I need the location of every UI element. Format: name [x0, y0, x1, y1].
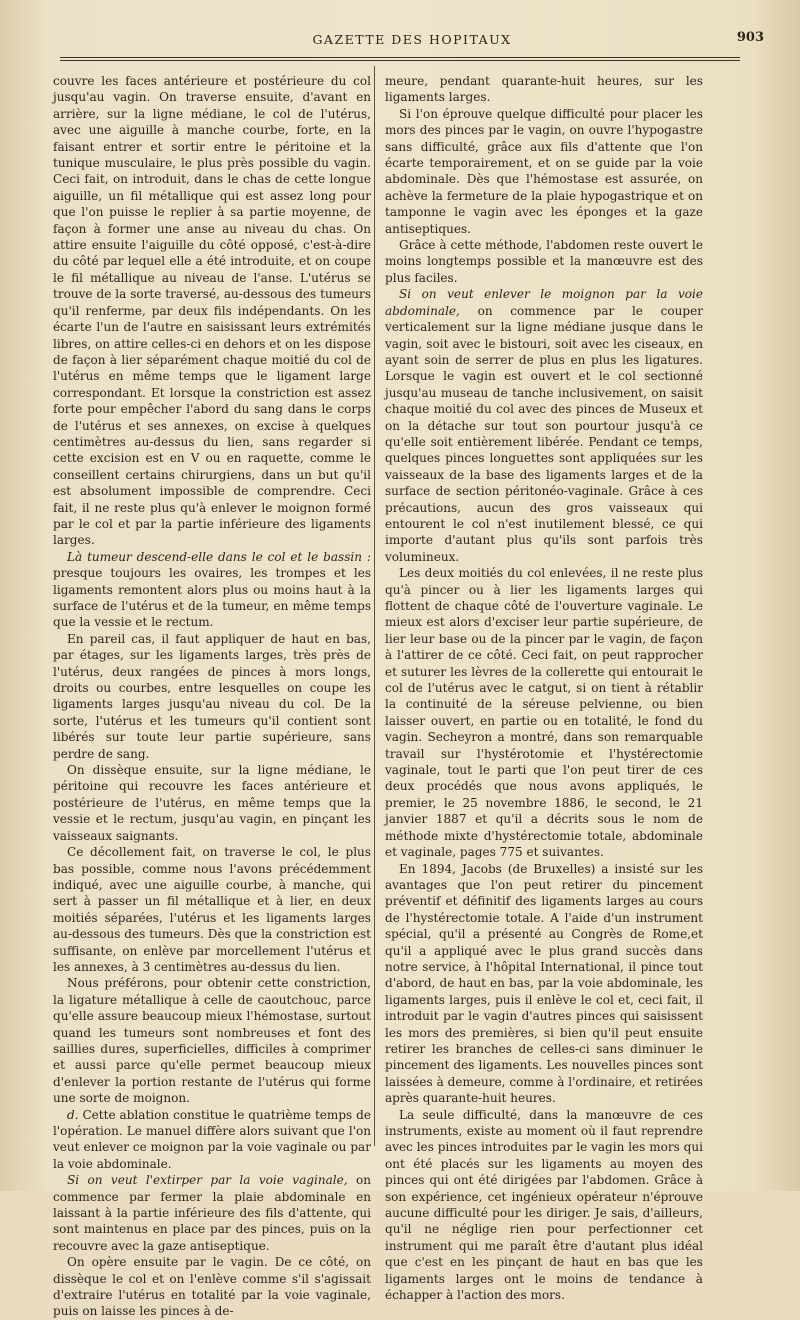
paragraph-text: En pareil cas, il faut appliquer de haut en bas, par étages, sur les ligaments larges, très près de l'utérus, deux rangées de pinces à mors longs, droits ou courbes, entre lesquelles on coupe les ligaments larges jusqu'au niveau du col. De la sorte, l'utérus et les tumeurs qu'il contient sont libérés sur toute leur partie supérieure, sans perdre de sang. — [53, 631, 371, 761]
paragraph — [385, 286, 703, 565]
paragraph — [385, 565, 703, 860]
paragraph-text: En 1894, Jacobs (de Bruxelles) a insisté sur les avantages que l'on peut retirer du pincement préventif et définitif des ligaments larges au cours de l'hystérectomie totale. A l'aide d'un instrument spécial, qu'il a présenté au Congrès de Rome,et qu'il a appliqué avec le plus grand succès dans notre service, à l'hôpital International, il pince tout d'abord, de haut en bas, par la voie abdominale, les ligaments larges, puis il enlève le col et, ceci fait, il introduit par le vagin d'autres pinces qui saisissent les mors des premières, si bien qu'il peut ensuite retirer les branches de celles-ci sans diminuer le pincement des ligaments. Les nouvelles pinces sont laissées à demeure, comme à l'ordinaire, et retirées après quarante-huit heures. — [385, 861, 703, 1106]
paragraph-text: on commence par le couper verticalement sur la ligne médiane jusque dans le vagin, soit avec le bistouri, soit avec les ciseaux, en ayant soin de serrer de plus en plus les ligatures. Lorsque le vagin est ouvert et le col sectionné jusqu'au museau de tanche inclusivement, on saisit chaque moitié du col avec des pinces de Museux et on la détache sur tout son pourtour jusqu'à ce qu'elle soit entièrement libérée. Pendant ce temps, quelques pinces longuettes sont appliquées sur les vaisseaux de la base des ligaments larges et de la surface de section péritonéo-vaginale. Grâce à ces précautions, aucun des gros vaisseaux qui entourent le col n'est inutilement blessé, ce qui importe d'autant plus qu'ils sont parfois très volumineux. — [385, 303, 703, 564]
paragraph — [53, 844, 371, 975]
paragraph-lead: Là tumeur descend-elle dans le col et le bassin : — [67, 549, 371, 564]
paragraph — [53, 762, 371, 844]
header-rule — [60, 60, 740, 61]
paragraph-text: meure, pendant quarante-huit heures, sur les ligaments larges. — [385, 74, 703, 105]
column-divider — [374, 66, 375, 1146]
paragraph-text: couvre les faces antérieure et postérieure du col jusqu'au vagin. On traverse ensuite, d'avant en arrière, sur la ligne médiane, le col de l'utérus, avec une aiguille à manche courbe, forte, en la faisant entrer et sortir entre le péritoine et la tunique musculaire, le plus près possible du vagin. Ceci fait, on introduit, dans le chas de cette longue aiguille, un fil métallique qui est assez long pour que l'on puisse le replier à sa partie moyenne, de façon à former une anse au niveau du chas. On attire ensuite l'aiguille du côté opposé, c'est-à-dire du côté par lequel elle a été introduite, et on coupe le fil métallique au niveau de l'anse. L'utérus se trouve de la sorte traversé, au-dessous des tumeurs qu'il renferme, par deux fils indépendants. On les écarte l'un de l'autre en saisissant leurs extrémités libres, on attire celles-ci en dehors et on les dispose de façon à lier séparément chaque moitié du col de l'utérus en même temps que le ligament large correspondant. Et lorsque la constriction est assez forte pour empêcher l'abord du sang dans le corps de l'utérus et ses annexes, on excise à quelques centimètres au-dessus du lien, sans regarder si cette excision est en V ou en raquette, comme le conseillent certains chirurgiens, dans un but qu'il est absolument impossible de comprendre. Ceci fait, il ne reste plus qu'à enlever le moignon formé par le col et par la partie inférieure des ligaments larges. — [53, 74, 371, 548]
paragraph — [385, 237, 703, 286]
paragraph — [53, 1107, 371, 1173]
paragraph — [385, 1107, 703, 1304]
paragraph-text: presque toujours les ovaires, les trompes et les ligaments remontent alors plus ou moins haut à la surface de l'utérus et de la tumeur, en même temps que la vessie et le rectum. — [53, 566, 371, 630]
paragraph-text: Les deux moitiés du col enlevées, il ne reste plus qu'à pincer ou à lier les ligaments larges qui flottent de chaque côté de l'ouverture vaginale. Le mieux est alors d'exciser leur partie supérieure, de lier leur base ou de la pincer par le vagin, de façon à l'attirer de ce côté. Ceci fait, on peut rapprocher et suturer les lèvres de la collerette qui entourait le col de l'utérus avec le catgut, si on tient à rétablir la continuité de la séreuse pelvienne, ou bien laisser ouvert, en partie ou en totalité, le fond du vagin. Secheyron a montré, dans son remarquable travail sur l'hystérotomie et l'hystérectomie vaginale, tout le parti que l'on peut tirer de ces deux procédés que nous avons appliqués, le premier, le 25 novembre 1886, le second, le 21 janvier 1887 et qu'il a décrits sous le nom de méthode mixte d'hystérectomie totale, abdominale et vaginale, pages 775 et suivantes. — [385, 566, 703, 860]
paragraph — [385, 861, 703, 1107]
paragraph-text: La seule difficulté, dans la manœuvre de ces instruments, existe au moment où il faut reprendre avec les pinces introduites par le vagin les mors qui ont été placés sur les ligaments au moyen des pinces qui ont été dirigées par l'abdomen. Grâce à son expérience, cet ingénieux opérateur n'éprouve aucune difficulté pour les diriger. Je sais, d'ailleurs, qu'il ne néglige rien pour perfectionner cet instrument qui me paraît être d'autant plus idéal que c'est en les pinçant de haut en bas que les ligaments larges ont le moins de tendance à échapper à l'action des mors. — [385, 1107, 703, 1303]
publication-title: GAZETTE DES HOPITAUX — [312, 32, 512, 47]
page-number: 903 — [736, 30, 764, 45]
paragraph-text: Nous préférons, pour obtenir cette constriction, la ligature métallique à celle de caoutchouc, parce qu'elle assure beaucoup mieux l'hémostase, surtout quand les tumeurs sont nombreuses et font des saillies dures, superficielles, difficiles à comprimer et aussi parce qu'elle permet beaucoup mieux d'enlever la portion restante de l'utérus qui forme une sorte de moignon. — [53, 976, 371, 1106]
paragraph-lead: Si on veut l'extirper par la voie vaginale, — [67, 1173, 348, 1188]
paragraph-text: Grâce à cette méthode, l'abdomen reste ouvert le moins longtemps possible et la manœuvre est des plus faciles. — [385, 238, 703, 285]
paragraph — [385, 73, 703, 106]
paragraph-text: On opère ensuite par le vagin. De ce côté, on dissèque le col et on l'enlève comme s'il s'agissait d'extraire l'utérus en totalité par la voie vaginale, puis on laisse les pinces à de- — [53, 1255, 371, 1319]
page-header — [60, 30, 764, 54]
header-rule — [60, 57, 740, 58]
paragraph — [53, 549, 371, 631]
paragraph — [53, 1172, 371, 1254]
paragraph — [53, 1254, 371, 1320]
paragraph — [53, 975, 371, 1106]
paragraph — [53, 631, 371, 762]
right-column — [385, 73, 703, 1303]
left-column — [53, 73, 371, 1320]
paragraph-text: Ce décollement fait, on traverse le col, le plus bas possible, comme nous l'avons précédemment indiqué, avec une aiguille courbe, à manche, qui sert à passer un fil métallique et à lier, en deux moitiés séparées, l'utérus et les ligaments larges au-dessous des tumeurs. Dès que la constriction est suffisante, on enlève par morcellement l'utérus et les annexes, à 3 centimètres au-dessus du lien. — [53, 845, 371, 974]
paragraph-text: Si l'on éprouve quelque difficulté pour placer les mors des pinces par le vagin, on ouvre l'hypogastre sans difficulté, grâce aux fils d'attente que l'on écarte temporairement, et on se guide par la voie abdominale. Dès que l'hémostase est assurée, on achève la fermeture de la plaie hypogastrique et on tamponne le vagin avec les éponges et la gaze antiseptiques. — [385, 106, 703, 236]
paragraph-lead: Si on veut enlever le moignon par la voie abdominale, — [385, 287, 703, 318]
paragraph-text: Cette ablation constitue le quatrième temps de l'opération. Le manuel diffère alors suivant que l'on veut enlever ce moignon par la voie vaginale ou par la voie abdominale. — [53, 1107, 371, 1171]
paragraph-text: on commence par fermer la plaie abdominale en laissant à la partie inférieure des fils d'attente, qui sont maintenus en place par des pinces, puis on la recouvre avec la gaze antiseptique. — [53, 1173, 371, 1253]
paragraph-lead: d. — [67, 1107, 79, 1122]
paragraph — [385, 106, 703, 237]
paragraph — [53, 73, 371, 549]
paragraph-text: On dissèque ensuite, sur la ligne médiane, le péritoine qui recouvre les faces antérieure et postérieure de l'utérus, en même temps que la vessie et le rectum, jusqu'au vagin, en pinçant les vaisseaux saignants. — [53, 763, 371, 843]
